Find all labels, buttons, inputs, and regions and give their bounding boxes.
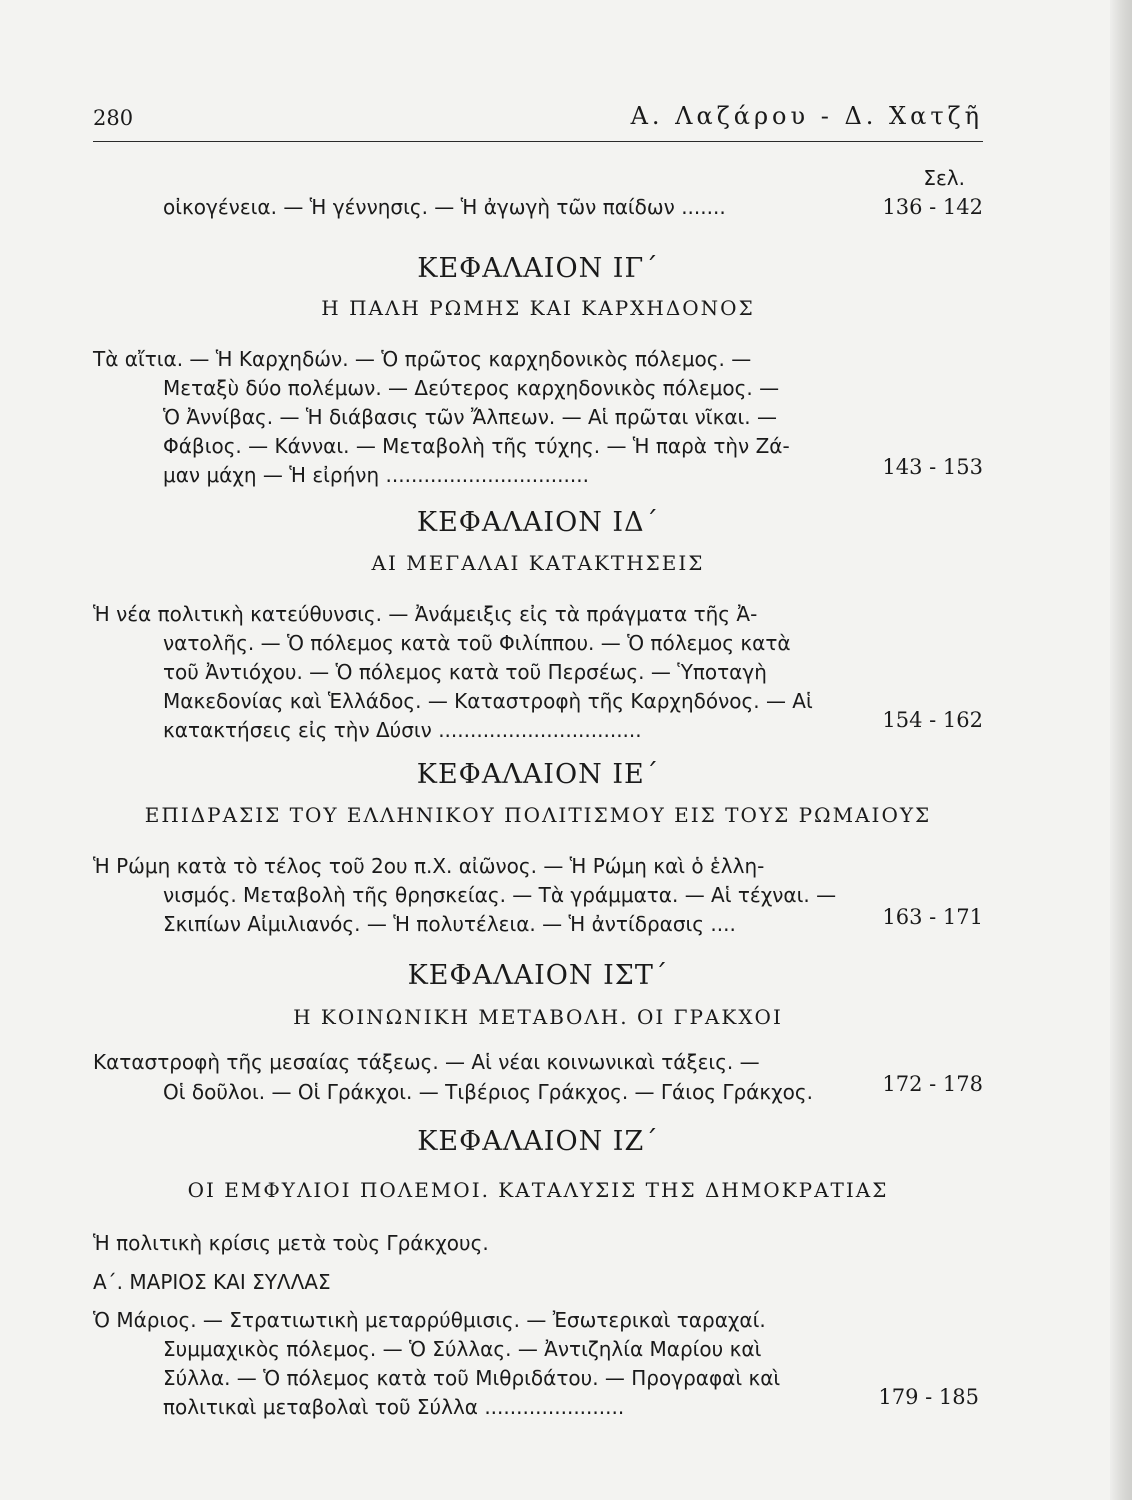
chapter-subtitle: Η ΠΑΛΗ ΡΩΜΗΣ ΚΑΙ ΚΑΡΧΗΔΟΝΟΣ [321,296,755,320]
toc-line: Ἡ Ρώμη κατὰ τὸ τέλος τοῦ 2ου π.Χ. αἰῶνος. — Ἡ Ρώμη καὶ ὁ ἑλλη- [93,854,765,878]
toc-line: Ἡ νέα πολιτικὴ κατεύθυνσις. — Ἀνάμειξις εἰς τὰ πράγματα τῆς Ἀ- [93,602,758,626]
toc-line: Τὰ αἴτια. — Ἡ Καρχηδών. — Ὁ πρῶτος καρχηδονικὸς πόλεμος. — [93,347,752,371]
toc-line: Φάβιος. — Κάνναι. — Μεταβολὴ τῆς τύχης. — Ἡ παρὰ τὴν Ζά- [163,434,790,458]
toc-line: Ὁ Μάριος. — Στρατιωτικὴ μεταρρύθμισις. — Ἐσωτερικαὶ ταραχαί. [93,1308,766,1332]
page-range: 163 - 171 [882,905,983,929]
chapter-heading: ΚΕΦΑΛΑΙΟΝ ΙΖ΄ [417,1126,659,1157]
toc-line: νισμός. Μεταβολὴ τῆς θρησκείας. — Τὰ γράμματα. — Αἱ τέχναι. — [163,883,837,907]
page-range: 179 - 185 [878,1385,979,1409]
toc-line: νατολῆς. — Ὁ πόλεμος κατὰ τοῦ Φιλίππου. — Ὁ πόλεμος κατὰ [163,631,791,655]
chapter-heading: ΚΕΦΑΛΑΙΟΝ ΙΓ΄ [417,253,659,284]
header-rule [93,141,983,142]
chapter-subtitle: ΑΙ ΜΕΓΑΛΑΙ ΚΑΤΑΚΤΗΣΕΙΣ [371,551,705,575]
page-range: 154 - 162 [882,708,983,732]
running-head: Α. Λαζάρου - Δ. Χατζῆ [630,102,983,130]
chapter-subtitle: Η ΚΟΙΝΩΝΙΚΗ ΜΕΤΑΒΟΛΗ. ΟΙ ΓΡΑΚΧΟΙ [293,1005,783,1029]
chapter-subtitle: ΕΠΙΔΡΑΣΙΣ ΤΟΥ ΕΛΛΗΝΙΚΟΥ ΠΟΛΙΤΙΣΜΟΥ ΕΙΣ ΤΟΥΣ ΡΩΜΑΙΟΥΣ [144,803,932,827]
toc-line: Σκιπίων Αἰμιλιανός. — Ἡ πολυτέλεια. — Ἡ ἀντίδρασις .... [163,912,736,936]
chapter-heading: ΚΕΦΑΛΑΙΟΝ ΙΣΤ΄ [407,960,669,991]
toc-line: οἰκογένεια. — Ἡ γέννησις. — Ἡ ἀγωγὴ τῶν παίδων ....... [163,195,726,219]
toc-line: Μακεδονίας καὶ Ἑλλάδος. — Καταστροφὴ τῆς Καρχηδόνος. — Αἱ [163,689,813,713]
chapter-heading: ΚΕΦΑΛΑΙΟΝ ΙΕ΄ [416,759,660,790]
page-edge-shadow [1110,0,1132,1500]
pages-column-label: Σελ. [923,166,965,190]
page-number: 280 [93,106,134,130]
page-range: 172 - 178 [882,1072,983,1096]
toc-line: Μεταξὺ δύο πολέμων. — Δεύτερος καρχηδονικὸς πόλεμος. — [163,376,780,400]
toc-intro: Ἡ πολιτικὴ κρίσις μετὰ τοὺς Γράκχους. [93,1231,489,1255]
toc-line: πολιτικαὶ μεταβολαὶ τοῦ Σύλλα ...................... [163,1395,625,1419]
toc-line: τοῦ Ἀντιόχου. — Ὁ πόλεμος κατὰ τοῦ Περσέως. — Ὑποταγὴ [163,660,767,684]
toc-line: Οἱ δοῦλοι. — Οἱ Γράκχοι. — Τιβέριος Γράκχος. — Γάιος Γράκχος. [163,1080,814,1104]
toc-line: Ὁ Ἀννίβας. — Ἡ διάβασις τῶν Ἄλπεων. — Αἱ πρῶται νῖκαι. — [163,405,778,429]
section-heading: Α΄. ΜΑΡΙΟΣ ΚΑΙ ΣΥΛΛΑΣ [93,1270,331,1294]
page-range: 136 - 142 [882,195,983,219]
chapter-heading: ΚΕΦΑΛΑΙΟΝ ΙΔ΄ [416,507,660,538]
page-range: 143 - 153 [882,455,983,479]
page-header [93,100,983,140]
toc-line: Συμμαχικὸς πόλεμος. — Ὁ Σύλλας. — Ἀντιζηλία Μαρίου καὶ [163,1337,762,1361]
toc-line: κατακτήσεις εἰς τὴν Δύσιν ................................ [163,718,642,742]
toc-line: μαν μάχη — Ἡ εἰρήνη ................................ [163,463,589,487]
toc-line: Καταστροφὴ τῆς μεσαίας τάξεως. — Αἱ νέαι κοινωνικαὶ τάξεις. — [93,1050,760,1074]
toc-line: Σύλλα. — Ὁ πόλεμος κατὰ τοῦ Μιθριδάτου. — Προγραφαὶ καὶ [163,1366,781,1390]
chapter-subtitle: ΟΙ ΕΜΦΥΛΙΟΙ ΠΟΛΕΜΟΙ. ΚΑΤΑΛΥΣΙΣ ΤΗΣ ΔΗΜΟΚΡΑΤΙΑΣ [187,1178,889,1202]
